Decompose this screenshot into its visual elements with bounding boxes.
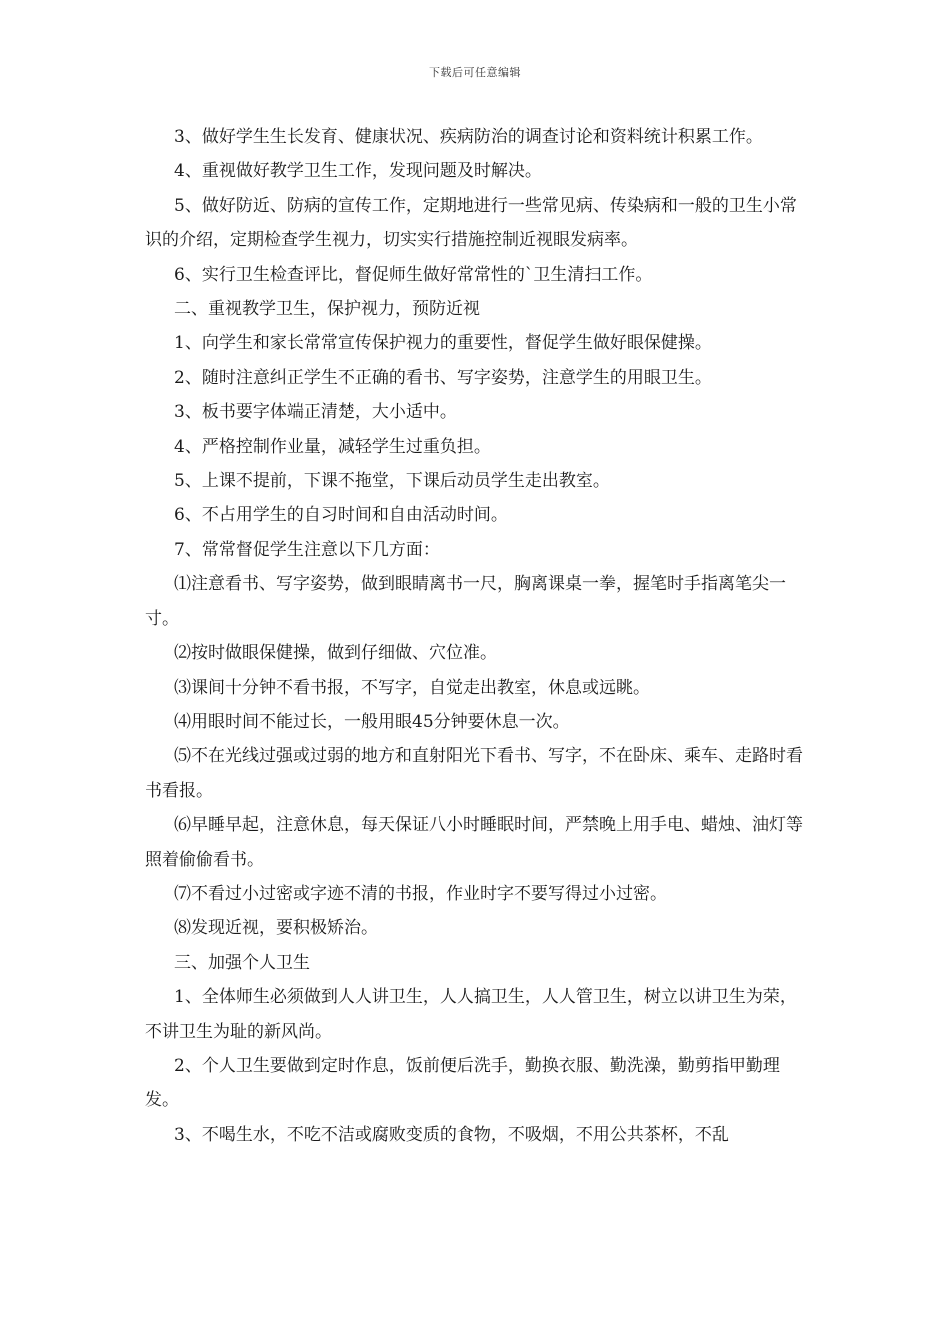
sub-item: ⑵按时做眼保健操，做到仔细做、穴位准。 xyxy=(174,643,497,664)
document-body xyxy=(145,120,807,1152)
paragraph: 2、随时注意纠正学生不正确的看书、写字姿势，注意学生的用眼卫生。 xyxy=(174,367,712,388)
paragraph: 5、上课不提前，下课不拖堂，下课后动员学生走出教室。 xyxy=(174,471,610,492)
sub-item: ⑸不在光线过强或过弱的地方和直射阳光下看书、写字，不在卧床、乘车、走路时看书看报。 xyxy=(145,746,803,801)
sub-item: ⑷用眼时间不能过长，一般用眼45分钟要休息一次。 xyxy=(174,711,570,732)
page-header-note: 下载后可任意编辑 xyxy=(429,66,521,79)
paragraph: 1、全体师生必须做到人人讲卫生，人人搞卫生，人人管卫生，树立以讲卫生为荣，不讲卫生为耻的新风尚。 xyxy=(145,987,797,1042)
paragraph: 1、向学生和家长常常宣传保护视力的重要性，督促学生做好眼保健操。 xyxy=(174,333,712,354)
section-heading: 二、重视教学卫生，保护视力，预防近视 xyxy=(174,299,480,320)
paragraph: 3、做好学生生长发育、健康状况、疾病防治的调查讨论和资料统计积累工作。 xyxy=(174,127,763,147)
sub-item: ⑺不看过小过密或字迹不清的书报，作业时字不要写得过小过密。 xyxy=(174,883,667,904)
sub-item: ⑴注意看书、写字姿势，做到眼睛离书一尺，胸离课桌一拳，握笔时手指离笔尖一寸。 xyxy=(145,574,786,629)
sub-item: ⑹早睡早起，注意休息，每天保证八小时睡眠时间，严禁晚上用手电、蜡烛、油灯等照着偷偷看书。 xyxy=(145,815,803,870)
paragraph: 3、不喝生水，不吃不洁或腐败变质的食物，不吸烟，不用公共茶杯，不乱 xyxy=(174,1124,729,1145)
sub-item: ⑻发现近视，要积极矫治。 xyxy=(174,918,378,939)
paragraph: 4、严格控制作业量，减轻学生过重负担。 xyxy=(174,436,491,457)
section-heading: 三、加强个人卫生 xyxy=(174,952,310,973)
paragraph: 6、不占用学生的自习时间和自由活动时间。 xyxy=(174,505,508,526)
paragraph: 4、重视做好教学卫生工作，发现问题及时解决。 xyxy=(174,161,542,182)
paragraph: 2、个人卫生要做到定时作息，饭前便后洗手，勤换衣服、勤洗澡，勤剪指甲勤理发。 xyxy=(145,1055,780,1111)
paragraph: 5、做好防近、防病的宣传工作，定期地进行一些常见病、传染病和一般的卫生小常识的介绍，定期检查学生视力，切实实行措施控制近视眼发病率。 xyxy=(145,195,797,251)
paragraph: 3、板书要字体端正清楚，大小适中。 xyxy=(174,402,457,423)
paragraph: 7、常常督促学生注意以下几方面： xyxy=(174,539,440,560)
paragraph: 6、实行卫生检查评比，督促师生做好常常性的`卫生清扫工作。 xyxy=(174,264,653,285)
sub-item: ⑶课间十分钟不看书报，不写字，自觉走出教室，休息或远眺。 xyxy=(174,677,650,698)
